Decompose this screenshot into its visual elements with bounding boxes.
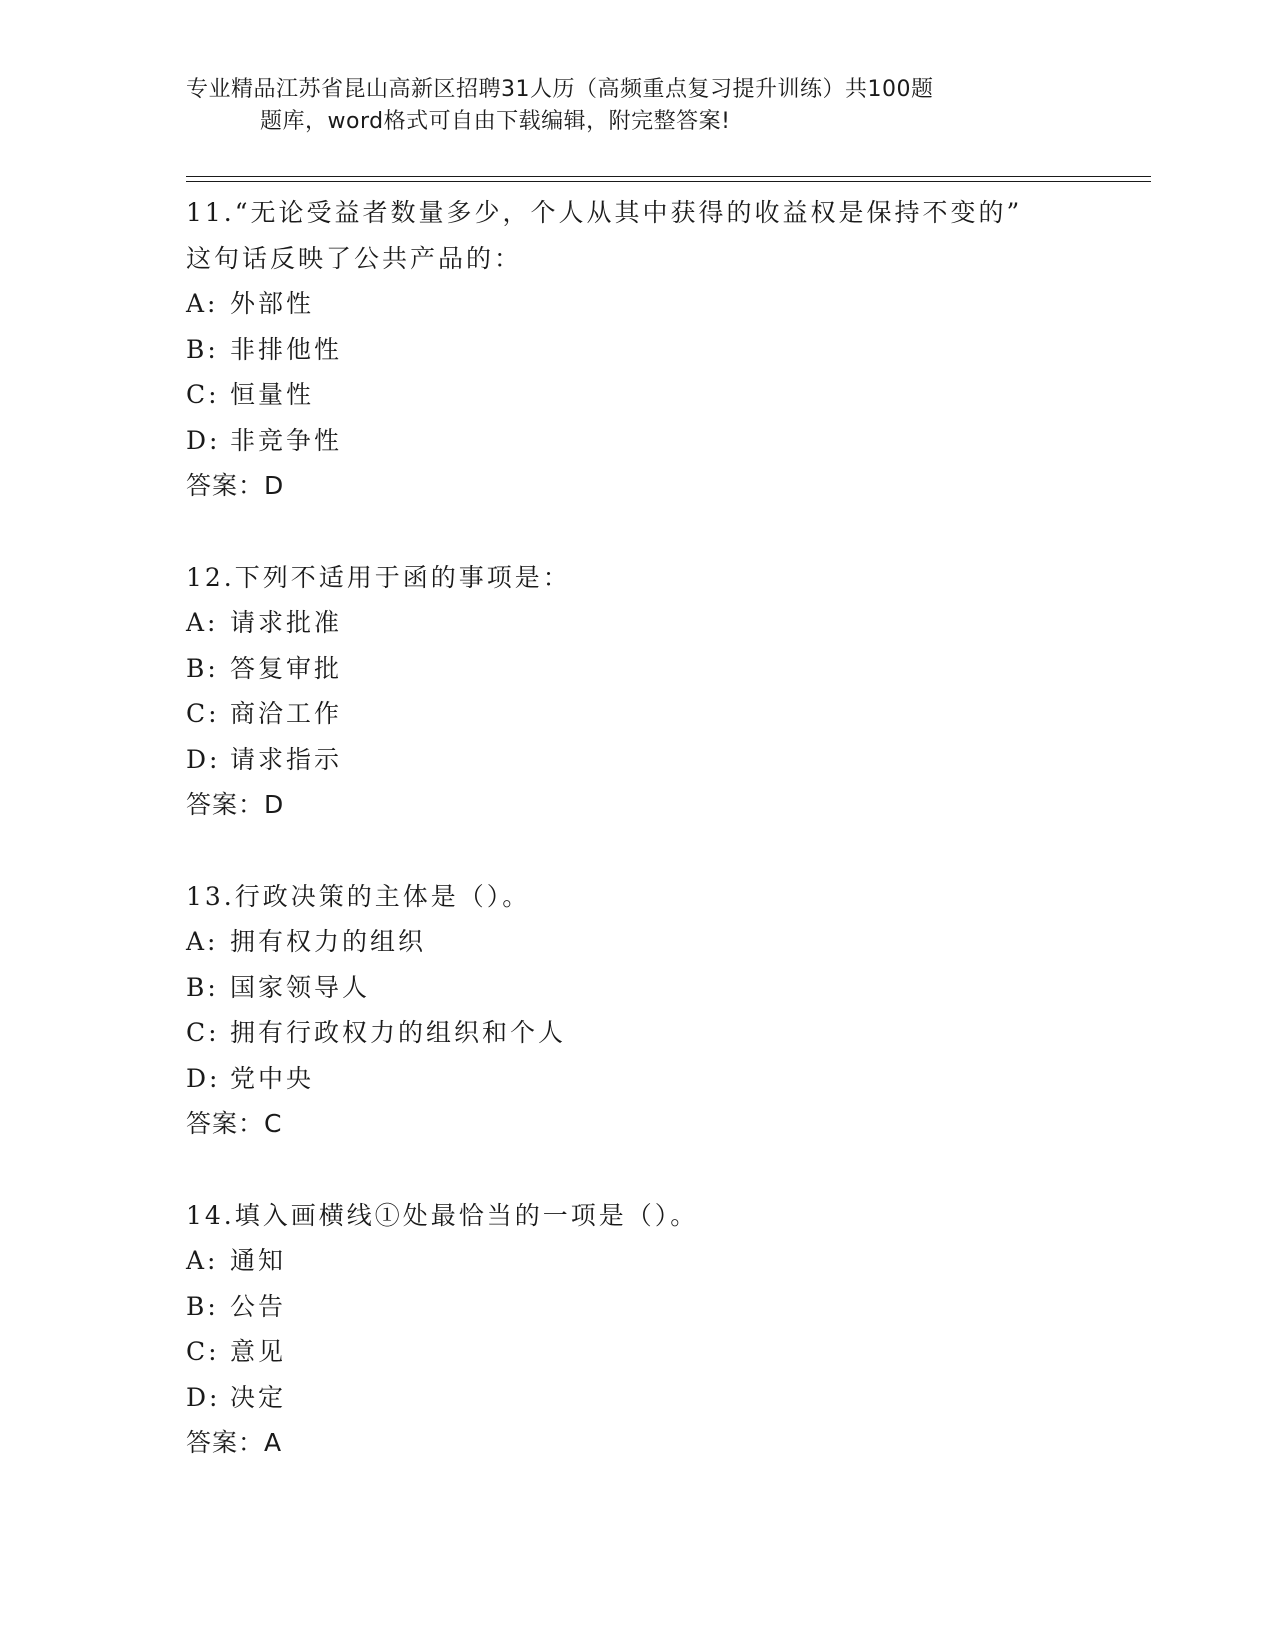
option-key: B: bbox=[186, 653, 219, 683]
option-key: D: bbox=[186, 425, 221, 455]
question-text-line: 11.“无论受益者数量多少，个人从其中获得的收益权是保持不变的” bbox=[186, 198, 1023, 227]
option-a bbox=[186, 919, 1151, 965]
option-key: C: bbox=[186, 699, 220, 728]
header-title-line-1: 专业精品江苏省昆山高新区招聘31人历（高频重点复习提升训练）共100题 bbox=[186, 77, 934, 102]
option-text: 外部性 bbox=[230, 289, 315, 318]
option-key: C: bbox=[186, 1337, 220, 1366]
option-b bbox=[186, 1284, 1151, 1330]
option-b bbox=[186, 646, 1151, 692]
option-text: 党中央 bbox=[230, 1063, 315, 1093]
question-text-line: 13.行政决策的主体是（）。 bbox=[186, 881, 531, 911]
question-11 bbox=[186, 190, 1151, 509]
question-12 bbox=[186, 555, 1151, 828]
header-title-line-2: 题库，word格式可自由下载编辑，附完整答案! bbox=[260, 109, 731, 134]
option-c bbox=[186, 691, 1151, 737]
option-text: 决定 bbox=[230, 1382, 287, 1412]
answer-line: 答案：D bbox=[186, 790, 285, 819]
question-text-line: 这句话反映了公共产品的： bbox=[186, 243, 523, 273]
answer-line: 答案：C bbox=[186, 1109, 283, 1138]
option-d bbox=[186, 737, 1151, 783]
option-key: B: bbox=[186, 334, 219, 364]
option-text: 非竞争性 bbox=[230, 425, 343, 455]
question-text-line: 14.填入画横线①处最恰当的一项是（）。 bbox=[186, 1200, 699, 1230]
option-text: 请求批准 bbox=[230, 608, 343, 637]
option-a bbox=[186, 600, 1151, 646]
option-key: B: bbox=[186, 972, 219, 1002]
option-key: D: bbox=[186, 1382, 221, 1412]
option-text: 拥有权力的组织 bbox=[230, 927, 427, 956]
header-divider-bottom bbox=[186, 181, 1151, 182]
answer-line: 答案：D bbox=[186, 471, 285, 500]
option-b bbox=[186, 327, 1151, 373]
header-divider-top bbox=[186, 176, 1151, 177]
option-b bbox=[186, 965, 1151, 1011]
option-c bbox=[186, 1010, 1151, 1056]
option-d bbox=[186, 418, 1151, 464]
option-text: 公告 bbox=[230, 1291, 287, 1321]
option-text: 恒量性 bbox=[230, 380, 315, 409]
option-a bbox=[186, 281, 1151, 327]
question-14 bbox=[186, 1193, 1151, 1466]
option-c bbox=[186, 372, 1151, 418]
option-key: A: bbox=[186, 608, 219, 637]
option-c bbox=[186, 1329, 1151, 1375]
option-key: A: bbox=[186, 927, 219, 956]
answer-line: 答案：A bbox=[186, 1428, 283, 1457]
option-d bbox=[186, 1056, 1151, 1102]
question-list bbox=[186, 190, 1151, 1512]
question-13 bbox=[186, 874, 1151, 1147]
option-text: 国家领导人 bbox=[230, 972, 371, 1002]
question-text-line: 12.下列不适用于函的事项是： bbox=[186, 562, 571, 592]
option-key: A: bbox=[186, 289, 219, 318]
option-key: B: bbox=[186, 1291, 219, 1321]
option-key: A: bbox=[186, 1246, 219, 1275]
option-key: C: bbox=[186, 1018, 220, 1047]
option-text: 答复审批 bbox=[230, 653, 343, 683]
option-text: 商洽工作 bbox=[230, 699, 343, 728]
option-text: 意见 bbox=[230, 1337, 287, 1366]
option-text: 非排他性 bbox=[230, 334, 343, 364]
document-header bbox=[186, 74, 1086, 138]
option-text: 拥有行政权力的组织和个人 bbox=[230, 1018, 567, 1047]
option-d bbox=[186, 1375, 1151, 1421]
option-text: 通知 bbox=[230, 1246, 287, 1275]
option-a bbox=[186, 1238, 1151, 1284]
option-key: D: bbox=[186, 744, 221, 774]
option-key: C: bbox=[186, 380, 220, 409]
option-key: D: bbox=[186, 1063, 221, 1093]
option-text: 请求指示 bbox=[230, 744, 343, 774]
